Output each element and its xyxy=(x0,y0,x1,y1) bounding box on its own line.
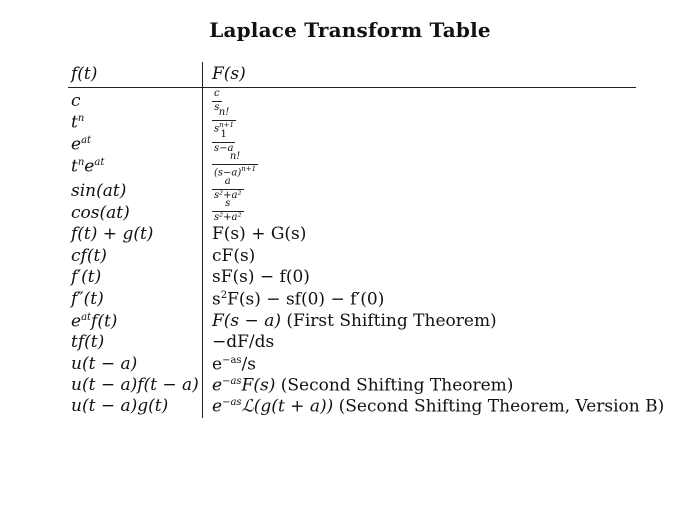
theorem-note: (Second Shifting Theorem, Version B) xyxy=(338,396,665,417)
row-left: f′(t) xyxy=(71,267,102,287)
row-right: cF(s) xyxy=(212,246,256,266)
row-left: u(t − a) xyxy=(71,354,138,374)
row-left: u(t − a)g(t) xyxy=(71,396,169,416)
row-right: $s^2F(s) - sf(0) - f'(0)$ xyxy=(212,289,385,310)
row-left: cos(at) xyxy=(71,203,130,223)
row-left: u(t − a)f(t − a) xyxy=(71,375,199,395)
header-right: F(s) xyxy=(212,64,246,84)
row-left: $e^{at}$ xyxy=(71,134,92,155)
row-left: f(t) + g(t) xyxy=(71,224,154,244)
page-title: Laplace Transform Table xyxy=(209,18,491,42)
row-right: $e^{-as}ℒ(g(t + a))$ (Second Shifting Theorem, Version B) xyxy=(212,396,665,417)
row-left: $t^n$ xyxy=(71,112,85,133)
fraction: $\frac{n!}{(s-a)^{n+1}}$ xyxy=(214,151,257,178)
row-right: F(s − a) (First Shifting Theorem) xyxy=(212,311,497,331)
header-left: f(t) xyxy=(71,64,98,84)
row-left: tf(t) xyxy=(71,332,105,352)
fraction: $\frac{a}{\text{s²+a²}}$ xyxy=(214,176,242,201)
row-left: sin(at) xyxy=(71,181,127,201)
row-right: −dF/ds xyxy=(212,332,275,352)
header-rule xyxy=(68,87,636,88)
row-left: $t^ne^{at}$ xyxy=(71,156,105,177)
row-right xyxy=(212,152,258,178)
row-right xyxy=(212,199,244,223)
row-left: f″(t) xyxy=(71,289,104,309)
row-left: cf(t) xyxy=(71,246,107,266)
row-left: $e^{at}f(t)$ xyxy=(71,311,118,332)
fraction: $\frac{s}{\text{s²+a²}}$ xyxy=(214,198,242,223)
row-left: c xyxy=(71,91,81,111)
fraction: $\frac{1}{s-a}$ xyxy=(214,129,234,154)
fraction: $\frac{c}{s}$ xyxy=(214,88,220,113)
column-divider xyxy=(202,62,203,418)
theorem-note: (First Shifting Theorem) xyxy=(286,311,497,331)
row-right: F(s) + G(s) xyxy=(212,224,307,244)
theorem-note: (Second Shifting Theorem) xyxy=(280,375,514,396)
row-right: sF(s) − f(0) xyxy=(212,267,310,287)
row-right: $e^{-as}F(s)$ (Second Shifting Theorem) xyxy=(212,375,514,396)
row-right: $e^{-as}/s$ xyxy=(212,354,256,375)
fraction: $\frac{n!}{s^{n+1}}$ xyxy=(214,107,234,134)
